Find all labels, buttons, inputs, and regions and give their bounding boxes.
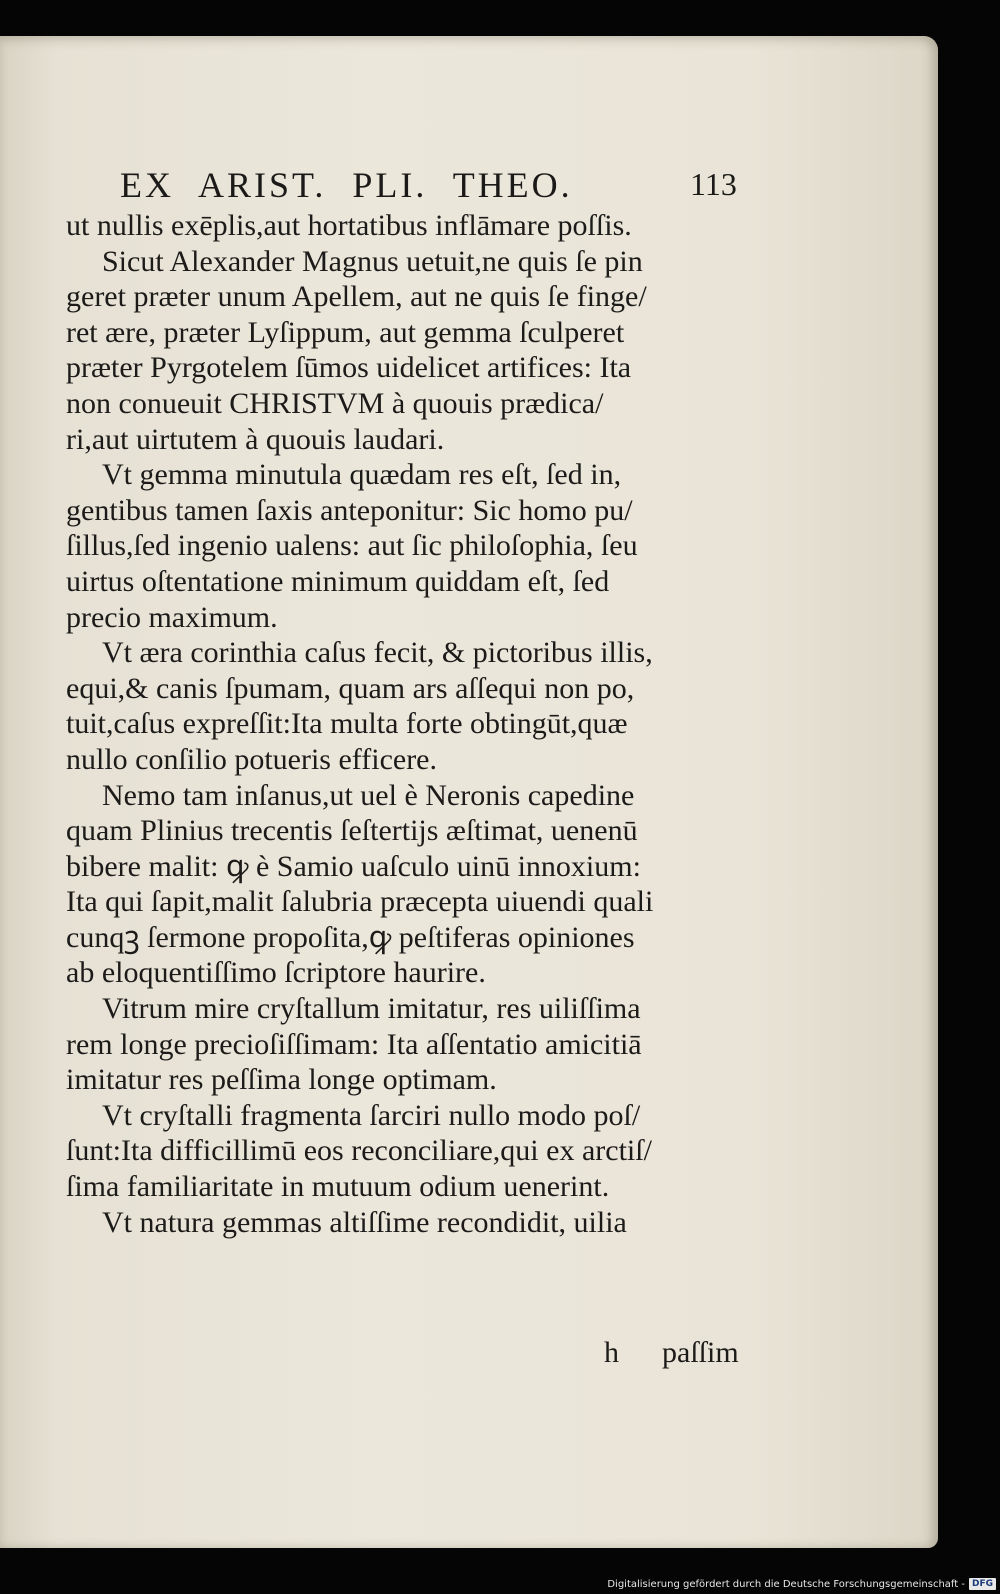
text-line: ri,aut uirtutem à quouis laudari. [66, 422, 445, 456]
book-page [0, 36, 938, 1548]
text-line: imitatur res peſſima longe optimam. [66, 1063, 497, 1097]
dfg-logo: DFG [969, 1578, 996, 1590]
text-line: nullo conſilio potueris efficere. [66, 742, 438, 776]
running-title: EX ARIST. PLI. THEO. [120, 165, 573, 205]
catchword: paſſim [662, 1336, 739, 1369]
text-line: ret ære, præter Lyſippum, aut gemma ſculperet [66, 315, 625, 349]
text-line: bibere malit: ꝙ è Samio uaſculo uinū innoxium: [66, 849, 641, 883]
page-header [120, 164, 760, 214]
text-line: præter Pyrgotelem ſūmos uidelicet artifices: Ita [66, 351, 632, 385]
text-line: rem longe precioſiſſimam: Ita aſſentatio amicitiā [66, 1027, 642, 1061]
text-line: tuit,caſus expreſſit:Ita multa forte obtingūt,quæ [66, 707, 628, 741]
text-line: gentibus tamen ſaxis anteponitur: Sic homo pu/ [66, 493, 633, 527]
text-line: Sicut Alexander Magnus uetuit,ne quis ſe pin [102, 244, 643, 278]
text-line: quam Plinius trecentis ſeſtertijs æſtimat, uenenū [66, 814, 638, 848]
text-line: Vt gemma minutula quædam res eſt, ſed in, [102, 458, 622, 492]
text-line: ſillus,ſed ingenio ualens: aut ſic philoſophia, ſeu [66, 529, 638, 563]
text-line: Vt æra corinthia caſus fecit, & pictoribus illis, [102, 636, 653, 670]
text-line: non conueuit CHRISTVM à quouis prædica/ [66, 386, 604, 420]
text-line: ut nullis exēplis,aut hortatibus inflāmare poſſis. [66, 209, 632, 242]
text-line: geret præter unum Apellem, aut ne quis ſe finge/ [66, 280, 647, 314]
text-line: ſima familiaritate in mutuum odium uenerint. [66, 1170, 610, 1204]
folio-number: 113 [690, 166, 737, 202]
digitization-credit [607, 1576, 996, 1592]
text-line: ab eloquentiſſimo ſcriptore haurire. [66, 956, 486, 990]
text-line: Vt cryſtalli fragmenta ſarciri nullo modo poſ/ [102, 1098, 641, 1132]
text-line: Ita qui ſapit,malit ſalubria præcepta uiuendi quali [66, 885, 654, 919]
text-line: Vt natura gemmas altiſſime recondidit, uilia [102, 1205, 627, 1239]
text-line: Nemo tam inſanus,ut uel è Neronis capedine [102, 778, 635, 812]
text-line: uirtus oſtentatione minimum quiddam eſt, ſed [66, 564, 610, 598]
body-text [66, 208, 778, 1240]
text-line: precio maximum. [66, 600, 278, 634]
text-line: Vitrum mire cryſtallum imitatur, res uiliſſima [102, 992, 641, 1026]
text-line: ſunt:Ita difficillimū eos reconciliare,qui ex arctiſ/ [66, 1134, 652, 1168]
credit-text: Digitalisierung gefördert durch die Deutsche Forschungsgemeinschaft - [607, 1578, 965, 1590]
signature-mark: h [604, 1336, 619, 1369]
text-line: equi,& canis ſpumam, quam ars aſſequi non po, [66, 671, 635, 705]
text-line: cunqꝫ ſermone propoſita,ꝙ peſtiferas opiniones [66, 920, 635, 954]
